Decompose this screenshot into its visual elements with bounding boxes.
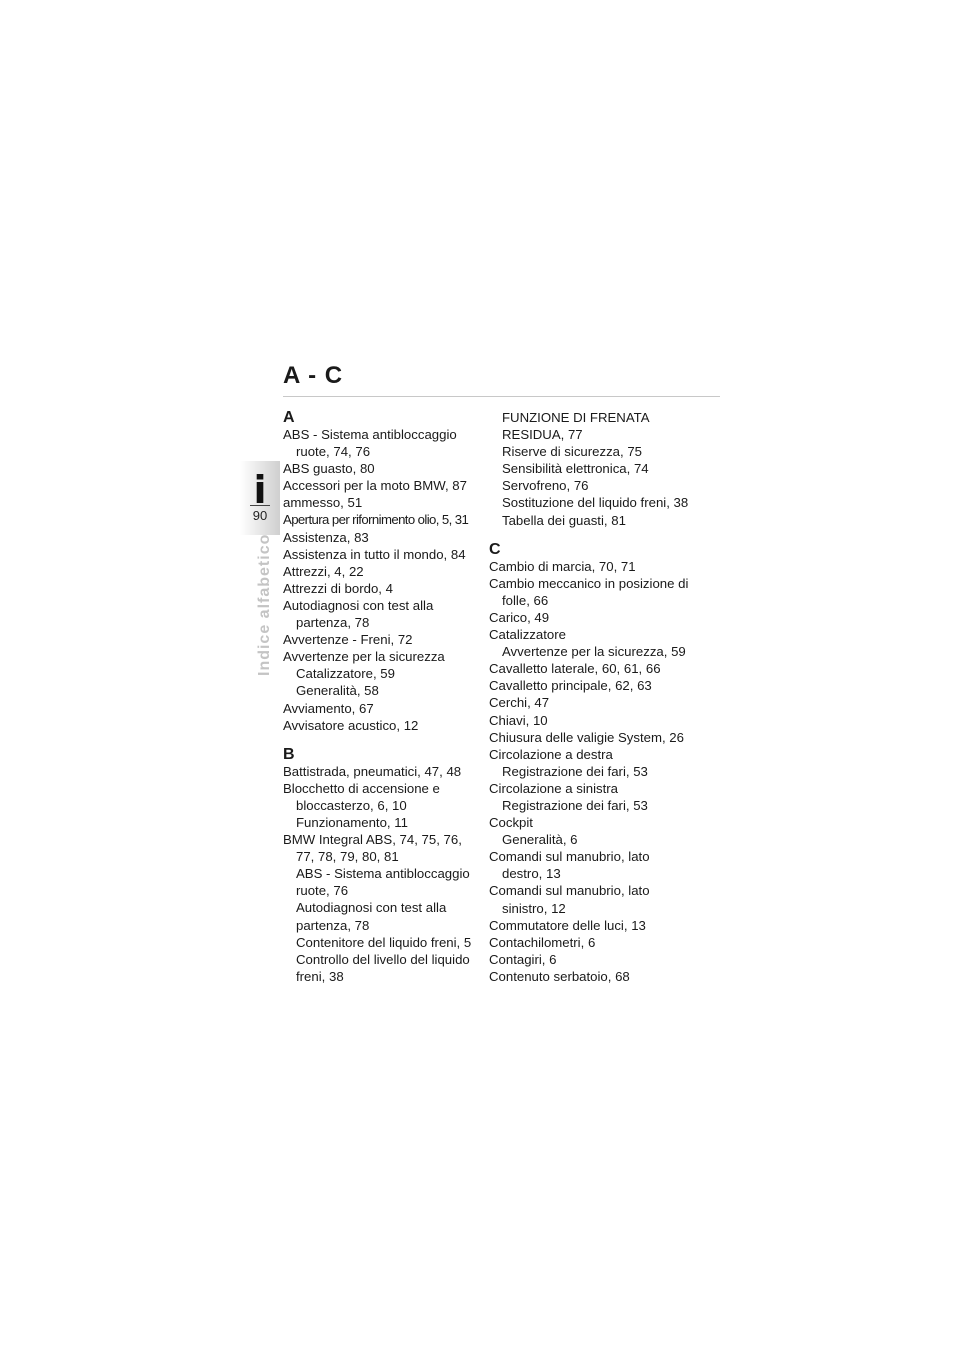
index-entry: Chiavi, 10 bbox=[489, 712, 548, 728]
index-subentry: bloccasterzo, 6, 10 bbox=[296, 797, 407, 813]
index-subentry: Funzionamento, 11 bbox=[296, 814, 408, 830]
index-entry: Cavalletto principale, 62, 63 bbox=[489, 678, 652, 694]
index-subentry: Registrazione dei fari, 53 bbox=[502, 763, 648, 779]
index-entry: Assistenza in tutto il mondo, 84 bbox=[283, 546, 466, 562]
index-subentry: folle, 66 bbox=[502, 592, 549, 608]
index-subentry: partenza, 78 bbox=[296, 615, 370, 631]
index-entry: Cerchi, 47 bbox=[489, 695, 550, 711]
index-subentry: freni, 38 bbox=[296, 968, 344, 984]
title-divider bbox=[283, 396, 720, 397]
index-entry: Chiusura delle valigie System, 26 bbox=[489, 729, 684, 745]
index-subentry: Controllo del livello del liquido bbox=[296, 951, 470, 967]
index-entry: Cambio meccanico in posizione di bbox=[489, 575, 689, 591]
index-column-right bbox=[489, 409, 704, 985]
index-entry: Comandi sul manubrio, lato bbox=[489, 849, 650, 865]
index-entry: Avviamento, 67 bbox=[283, 700, 374, 716]
section-letter: B bbox=[283, 745, 295, 763]
index-entry: Cambio di marcia, 70, 71 bbox=[489, 558, 636, 574]
index-column-left bbox=[283, 409, 498, 985]
index-entry: Comandi sul manubrio, lato bbox=[489, 883, 650, 899]
index-subentry: Catalizzatore, 59 bbox=[296, 666, 395, 682]
index-subentry: Servofreno, 76 bbox=[502, 478, 589, 494]
index-entry: Avvertenze - Freni, 72 bbox=[283, 632, 413, 648]
index-subentry: Generalità, 58 bbox=[296, 683, 379, 699]
index-entry: Cavalletto laterale, 60, 61, 66 bbox=[489, 661, 661, 677]
index-subentry: Tabella dei guasti, 81 bbox=[502, 512, 626, 528]
index-subentry: Generalità, 6 bbox=[502, 832, 578, 848]
index-subentry: ABS - Sistema antibloccaggio bbox=[296, 866, 470, 882]
index-entry: Circolazione a destra bbox=[489, 746, 613, 762]
index-subentry: Sensibilità elettronica, 74 bbox=[502, 461, 649, 477]
index-subentry: ruote, 76 bbox=[296, 883, 349, 899]
index-entry: Accessori per la moto BMW, 87 bbox=[283, 478, 467, 494]
index-subentry: partenza, 78 bbox=[296, 917, 370, 933]
index-entry: Catalizzatore bbox=[489, 627, 566, 643]
info-icon: i bbox=[253, 468, 267, 512]
index-entry: ABS guasto, 80 bbox=[283, 461, 375, 477]
index-entry: Avvertenze per la sicurezza bbox=[283, 649, 445, 665]
tab-divider bbox=[250, 505, 270, 506]
index-subentry: RESIDUA, 77 bbox=[502, 427, 583, 443]
index-subentry: destro, 13 bbox=[502, 866, 561, 882]
index-subentry: Autodiagnosi con test alla bbox=[296, 900, 447, 916]
index-entry: ABS - Sistema antibloccaggio bbox=[283, 427, 457, 442]
index-subentry: sinistro, 12 bbox=[502, 900, 566, 916]
index-subentry: Sostituzione del liquido freni, 38 bbox=[502, 495, 689, 511]
index-entry: Contachilometri, 6 bbox=[489, 934, 596, 950]
index-entry: Blocchetto di accensione e bbox=[283, 780, 440, 796]
section-tab bbox=[240, 461, 280, 535]
index-subentry: Contenitore del liquido freni, 5 bbox=[296, 934, 472, 950]
index-entry: Battistrada, pneumatici, 47, 48 bbox=[283, 763, 462, 779]
index-entry: Circolazione a sinistra bbox=[489, 780, 618, 796]
section-letter: A bbox=[283, 409, 295, 426]
index-subentry: ruote, 74, 76 bbox=[296, 444, 371, 460]
index-entry: BMW Integral ABS, 74, 75, 76, bbox=[283, 832, 462, 848]
index-entry: Attrezzi, 4, 22 bbox=[283, 563, 364, 579]
index-subentry: 77, 78, 79, 80, 81 bbox=[296, 849, 399, 865]
index-entry: Apertura per rifornimento olio, 5, 31 bbox=[283, 512, 469, 528]
section-label: Indice alfabetico bbox=[256, 533, 273, 676]
index-subentry: FUNZIONE DI FRENATA bbox=[502, 410, 650, 425]
index-entry: Cockpit bbox=[489, 815, 533, 831]
index-entry: Avvisatore acustico, 12 bbox=[283, 717, 419, 733]
index-subentry: Registrazione dei fari, 53 bbox=[502, 797, 648, 813]
index-entry: Commutatore delle luci, 13 bbox=[489, 917, 646, 933]
index-entry: Contagiri, 6 bbox=[489, 951, 557, 967]
index-entry: Carico, 49 bbox=[489, 609, 550, 625]
index-subentry: Riserve di sicurezza, 75 bbox=[502, 444, 642, 460]
section-letter: C bbox=[489, 540, 501, 558]
index-entry: Attrezzi di bordo, 4 bbox=[283, 580, 393, 596]
page-title: A - C bbox=[283, 362, 344, 389]
index-entry: Contenuto serbatoio, 68 bbox=[489, 968, 630, 984]
index-entry: ammesso, 51 bbox=[283, 495, 363, 511]
page-number: 90 bbox=[252, 508, 268, 523]
index-subentry: Avvertenze per la sicurezza, 59 bbox=[502, 644, 686, 660]
index-entry: Assistenza, 83 bbox=[283, 529, 369, 545]
index-entry: Autodiagnosi con test alla bbox=[283, 597, 434, 613]
